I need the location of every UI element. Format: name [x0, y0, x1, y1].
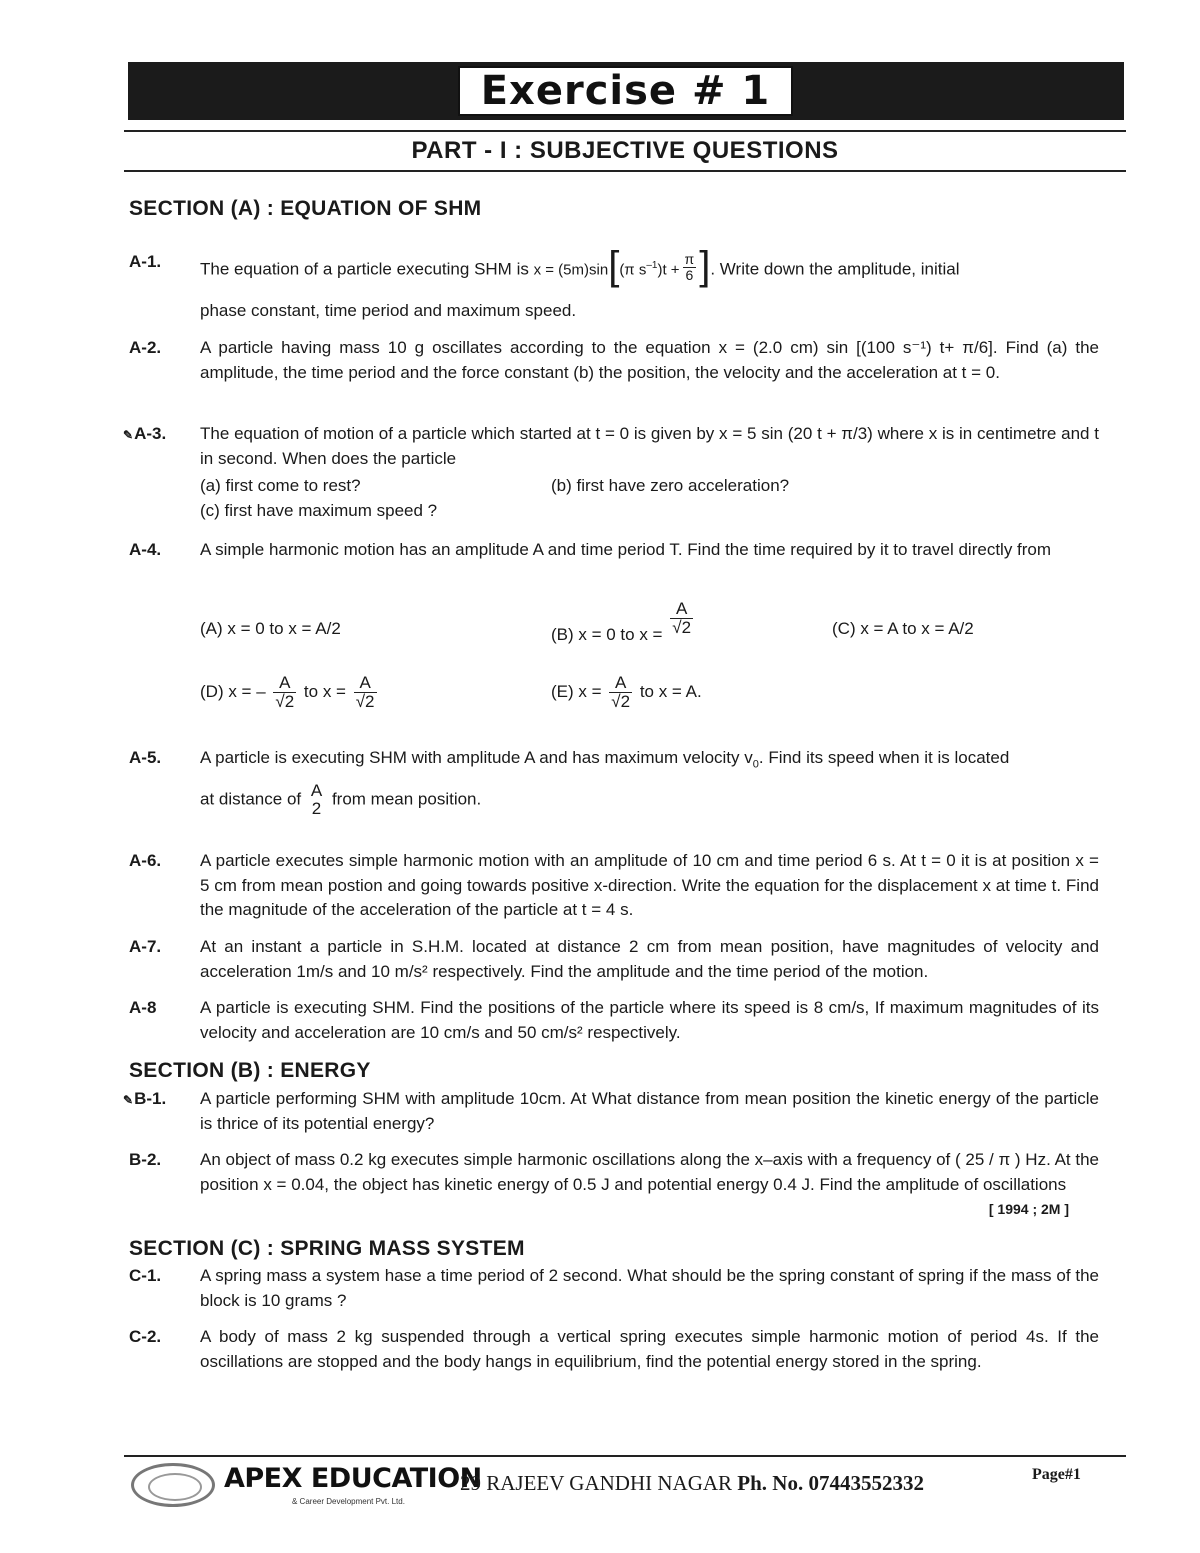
question-a6: A-6. A particle executes simple harmonic motion with an amplitude of 10 cm and time period 6 s. At t = 0 it is at position x = 5 cm from mean postion and going towards positive x-direction. Write the equation for the displacement x at time t. Find the magnitude of the acceleration of the particle at t = 4 s.: [129, 851, 1099, 919]
question-number: B-2.: [129, 1150, 162, 1169]
question-c1: C-1. A spring mass a system hase a time period of 2 second. What should be the spring constant of spring if the mass of the block is 10 grams ?: [129, 1266, 1099, 1310]
option-c: (C) x = A to x = A/2: [832, 619, 974, 638]
exercise-title: Exercise # 1: [458, 66, 793, 116]
option-c: (c) first have maximum speed ?: [200, 501, 438, 520]
question-a1-continued: phase constant, time period and maximum speed.: [200, 301, 577, 320]
option-d: (D) x = – $\frac{A}{√2}$ to x = $\frac{A}{√2}$: [200, 673, 375, 711]
question-a5-continued: at distance of A 2 from mean position.: [200, 781, 482, 818]
question-number: A-4.: [129, 540, 162, 559]
apex-logo-emblem: [131, 1463, 215, 1507]
footer-divider: [124, 1455, 1126, 1457]
section-heading: SECTION (A) : EQUATION OF SHM: [129, 197, 482, 220]
page-number: Page#1: [1032, 1466, 1081, 1483]
question-number: A-7.: [129, 937, 162, 956]
question-c2: C-2. A body of mass 2 kg suspended through a vertical spring executes simple harmonic motion of period 4s. If the oscillations are stopped and the body hangs in equilibrium, find the potential energy stored in the spring.: [129, 1327, 1099, 1371]
apex-logo-subtitle: & Career Development Pvt. Ltd.: [292, 1497, 405, 1506]
part-heading: PART - I : SUBJECTIVE QUESTIONS: [411, 137, 839, 164]
question-number: C-1.: [129, 1266, 162, 1285]
question-number: ✎B-1.: [123, 1089, 167, 1108]
divider: [124, 170, 1126, 172]
exam-reference: [ 1994 ; 2M ]: [988, 1201, 1069, 1217]
apex-logo-text: APEX EDUCATION: [224, 1463, 482, 1494]
pencil-icon: ✎: [123, 1093, 134, 1107]
question-number: A-2.: [129, 338, 162, 357]
footer-address: 29 RAJEEV GANDHI NAGAR Ph. No. 07443552332: [460, 1471, 924, 1495]
option-b: (B) x = 0 to x = $\frac{A}{√2}$: [551, 599, 692, 644]
option-b: (b) first have zero acceleration?: [551, 476, 790, 495]
question-number: A-8: [129, 998, 157, 1017]
option-e: (E) x = $\frac{A}{√2}$ to x = A.: [551, 673, 702, 711]
question-number: A-1.: [129, 252, 162, 271]
question-a1: A-1. The equation of a particle executing SHM is x = (5m)sin[(π $s^{-1})t$ + $\frac{\pi}{6}$ ]. Write down the amplitude, initial: [129, 244, 960, 288]
question-a8: A-8 A particle is executing SHM. Find the positions of the particle where its speed is 8 cm/s, If maximum magnitudes of its velocity and acceleration are 10 cm/s and 50 cm/s² respectively.: [129, 998, 1099, 1042]
section-heading: SECTION (B) : ENERGY: [129, 1059, 371, 1082]
divider: [124, 130, 1126, 132]
question-a4: A-4. A simple harmonic motion has an amplitude A and time period T. Find the time required by it to travel directly from: [129, 538, 1099, 563]
question-a5: A-5. A particle is executing SHM with amplitude A and has maximum velocity $v_0$. Find its speed when it is located: [129, 748, 1010, 771]
option-a: (a) first come to rest?: [200, 476, 361, 495]
option-a: (A) x = 0 to x = A/2: [200, 619, 341, 638]
question-a3: ✎A-3. The equation of motion of a particle which started at t = 0 is given by x = 5 sin (20 t + π/3) where x is in centimetre and t in second. When does the particle: [123, 424, 1099, 468]
question-number: A-6.: [129, 851, 162, 870]
question-b1: ✎B-1. A particle performing SHM with amplitude 10cm. At What distance from mean position the kinetic energy of the particle is thrice of its potential energy?: [123, 1089, 1099, 1133]
pencil-icon: ✎: [123, 428, 134, 442]
question-b2: B-2. An object of mass 0.2 kg executes simple harmonic oscillations along the x–axis with a frequency of ( 25 / π ) Hz. At the position x = 0.04, the object has kinetic energy of 0.5 J and potential energy 0.4 J. Find the amplitude of oscillations [ 1994 ; 2M ]: [129, 1148, 1099, 1222]
question-a7: A-7. At an instant a particle in S.H.M. located at distance 2 cm from mean position, have magnitudes of velocity and acceleration 1m/s and 10 m/s² respectively. Find the amplitude and the time period of the motion.: [129, 937, 1099, 981]
question-a2: A-2. A particle having mass 10 g oscillates according to the equation x = (2.0 cm) sin [(100 s⁻¹) t+ π/6]. Find (a) the amplitude, the time period and the force constant (b) the position, the velocity and the acceleration at t = 0.: [129, 338, 1099, 382]
question-number: A-5.: [129, 748, 162, 767]
question-number: ✎A-3.: [123, 424, 167, 443]
question-number: C-2.: [129, 1327, 162, 1346]
section-heading: SECTION (C) : SPRING MASS SYSTEM: [129, 1237, 525, 1260]
